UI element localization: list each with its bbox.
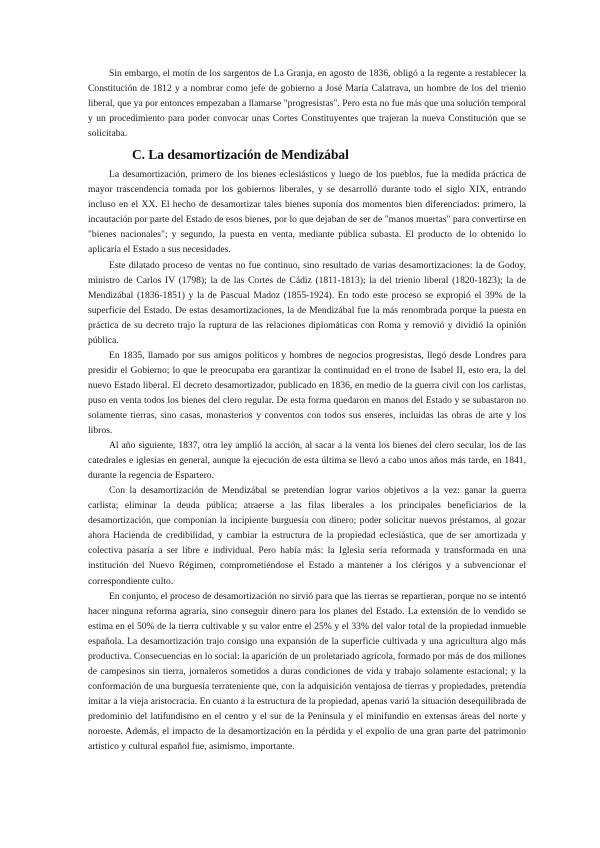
paragraph-decree-1836: En 1835, llamado por sus amigos políticos y hombres de negocios progresistas, llegó desde Londres para presidir el Gobierno; lo que le preocupaba era garantizar la continuidad en el trono de Isabel II, esto era, la del nuevo Estado liberal. El decreto desamortizador, publicado en 1836, en medio de la guerra civil con los carlistas, puso en venta todos los bienes del clero regular. De esta forma quedaron en manos del Estado y se subastaron no solamente tierras, sino casas, monasterios y conventos con todos sus enseres, incluidas las obras de arte y los libros. [88, 349, 526, 437]
paragraph-definition: La desamortización, primero de los bienes eclesiásticos y luego de los pueblos, fue la medida práctica de mayor trascendencia tomada por los gobiernos liberales, y se desarrolló durante todo el siglo XIX, entrando incluso en el XX. El hecho de desamortizar tales bienes suponía dos momentos bien diferenciados: primero, la incautación por parte del Estado de esos bienes, por lo que dejaban de ser de "manos muertas" para convertirse en "bienes nacionales"; y segundo, la puesta en venta, mediante pública subasta. El producto de lo obtenido lo aplicaría el Estado a sus necesidades. [88, 169, 526, 256]
intro-paragraph: Sin embargo, el motín de los sargentos de La Granja, en agosto de 1836, obligó a la regente a restablecer la Constitución de 1812 y a nombrar como jefe de gobierno a José María Calatrava, un hombre de los del trienio liberal, que ya por entonces empezaban a llamarse "progresistas". Pero esta no fue más que una solución temporal y un procedimiento para poder convocar unas Cortes Constituyentes que trajeran la nueva Constitución que se solicitaba. [88, 68, 526, 140]
paragraph-process: Este dilatado proceso de ventas no fue continuo, sino resultado de varias desamortizaciones: la de Godoy, ministro de Carlos IV (1798); la de las Cortes de Cádiz (1811-1813); la del trienio liberal (1820-1823); la de Mendizábal (1836-1851) y la de Pascual Madoz (1855-1924). En todo este proceso se expropió el 39% de la superficie del Estado. De estas desamortizaciones, la de Mendizábal fue la más renombrada porque la puesta en práctica de su decreto trajo la ruptura de las relaciones diplomáticas con Roma y removió y dividió la opinión pública. [88, 259, 526, 346]
paragraph-objectives: Con la desamortización de Mendizábal se pretendían lograr varios objetivos a la vez: ganar la guerra carlista; eliminar la deuda pública; atraerse a las filas liberales a los principales beneficiarios de la desamortización, que componían la incipiente burguesía con dinero; poder solicitar nuevos préstamos, al gozar ahora Hacienda de credibilidad, y cambiar la estructura de la propiedad eclesiástica, que de ser amortizada y colectiva pasaría a ser libre e individual. Pero había más: la Iglesia sería reformada y transformada en una institución del Nuevo Régimen, comprometiéndose el Estado a mantener a los clérigos y a subvencionar el correspondiente culto. [88, 485, 526, 587]
paragraph-law-1837: Al año siguiente, 1837, otra ley amplió la acción, al sacar a la venta los bienes del clero secular, los de las catedrales e iglesias en general, aunque la ejecución de esta última se llevó a cabo unos años más tarde, en 1841, durante la regencia de Espartero. [88, 440, 526, 482]
document-page [88, 66, 526, 754]
section-heading: C. La desamortización de Mendizábal [132, 147, 349, 163]
paragraph-consequences: En conjunto, el proceso de desamortización no sirvió para que las tierras se repartieran, porque no se intentó hacer ninguna reforma agraria, sino conseguir dinero para los planes del Estado. La extensión de lo vendido se estima en el 50% de la tierra cultivable y su valor entre el 25% y el 33% del valor total de la propiedad inmueble española. La desamortización trajo consigo una expansión de la superficie cultivada y una agricultura algo más productiva. Consecuencias en lo social: la aparición de un proletariado agrícola, formado por más de dos millones de campesinos sin tierra, jornaleros sometidos a duras condiciones de vida y trabajo solamente estacional; y la conformación de una burguesía terrateniente que, con la adquisición ventajosa de tierras y propiedades, pretendía imitar a la vieja aristocracia. En cuanto a la estructura de la propiedad, apenas varió la situación desequilibrada de predominio del latifundismo en el centro y el sur de la Península y el minifundio en extensas áreas del norte y noroeste. Además, el impacto de la desamortización en la pérdida y el expolio de una gran parte del patrimonio artístico y cultural español fue, asimismo, importante. [88, 590, 526, 753]
